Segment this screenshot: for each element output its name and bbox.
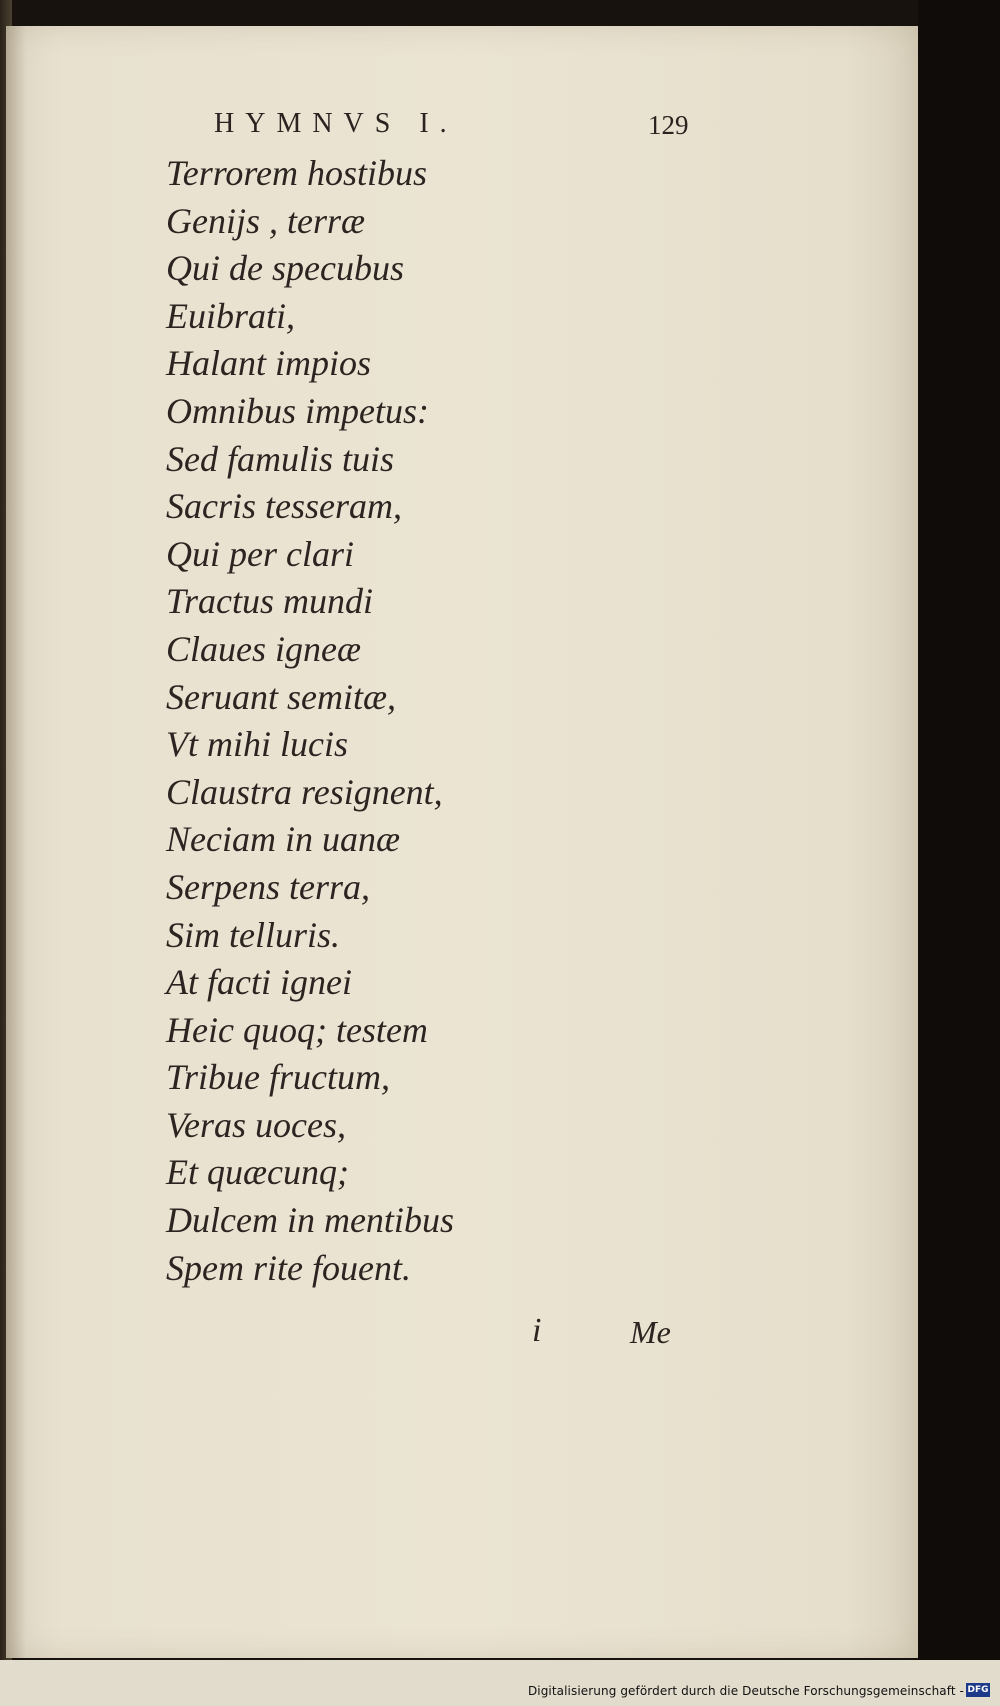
verse-line: Halant impios	[166, 343, 372, 384]
verse-line: Qui de specubus	[166, 248, 404, 289]
verse-line: Tribue fructum,	[166, 1057, 391, 1098]
verse-line: Heic quoq; testem	[166, 1009, 428, 1050]
verse-line: Genijs , terræ	[166, 200, 366, 241]
scan-footer-strip	[0, 1660, 1000, 1706]
verse-line: Tractus mundi	[166, 581, 374, 622]
verse-line: Veras uoces,	[166, 1104, 346, 1145]
verse-line: At facti ignei	[166, 962, 352, 1003]
verse-line: Spem rite fouent.	[166, 1247, 411, 1288]
page-gutter-shadow	[6, 26, 26, 1658]
verse-line: Claustra resignent,	[166, 771, 443, 812]
book-cover-right-edge	[918, 0, 1000, 1706]
verse-line: Vt mihi lucis	[166, 724, 348, 765]
verse-block	[166, 150, 454, 1292]
verse-line: Qui per clari	[166, 533, 354, 574]
verse-line: Sacris tesseram,	[166, 486, 402, 527]
dfg-logo: DFG	[967, 1685, 989, 1695]
book-page	[6, 26, 918, 1658]
verse-line: Serpens terra,	[166, 866, 370, 907]
digitization-credit: Digitalisierung gefördert durch die Deutsche Forschungsgemeinschaft -	[527, 1684, 964, 1698]
verse-line: Sed famulis tuis	[166, 438, 395, 479]
verse-line: Neciam in uanæ	[166, 819, 400, 860]
page-number: 129	[648, 110, 689, 140]
running-title: HYMNVS I.	[214, 108, 458, 139]
verse-line: Claues igneæ	[166, 628, 361, 669]
verse-line: Sim telluris.	[166, 914, 341, 955]
verse-line: Dulcem in mentibus	[166, 1200, 454, 1241]
verse-line: Seruant semitæ,	[166, 676, 396, 717]
verse-line: Et quæcunq;	[166, 1152, 349, 1193]
verse-line: Terrorem hostibus	[166, 153, 428, 193]
verse-line: Omnibus impetus:	[166, 390, 429, 431]
catchword: Me	[630, 1314, 671, 1350]
signature-mark: i	[532, 1312, 542, 1349]
verse-line: Euibrati,	[166, 295, 296, 336]
